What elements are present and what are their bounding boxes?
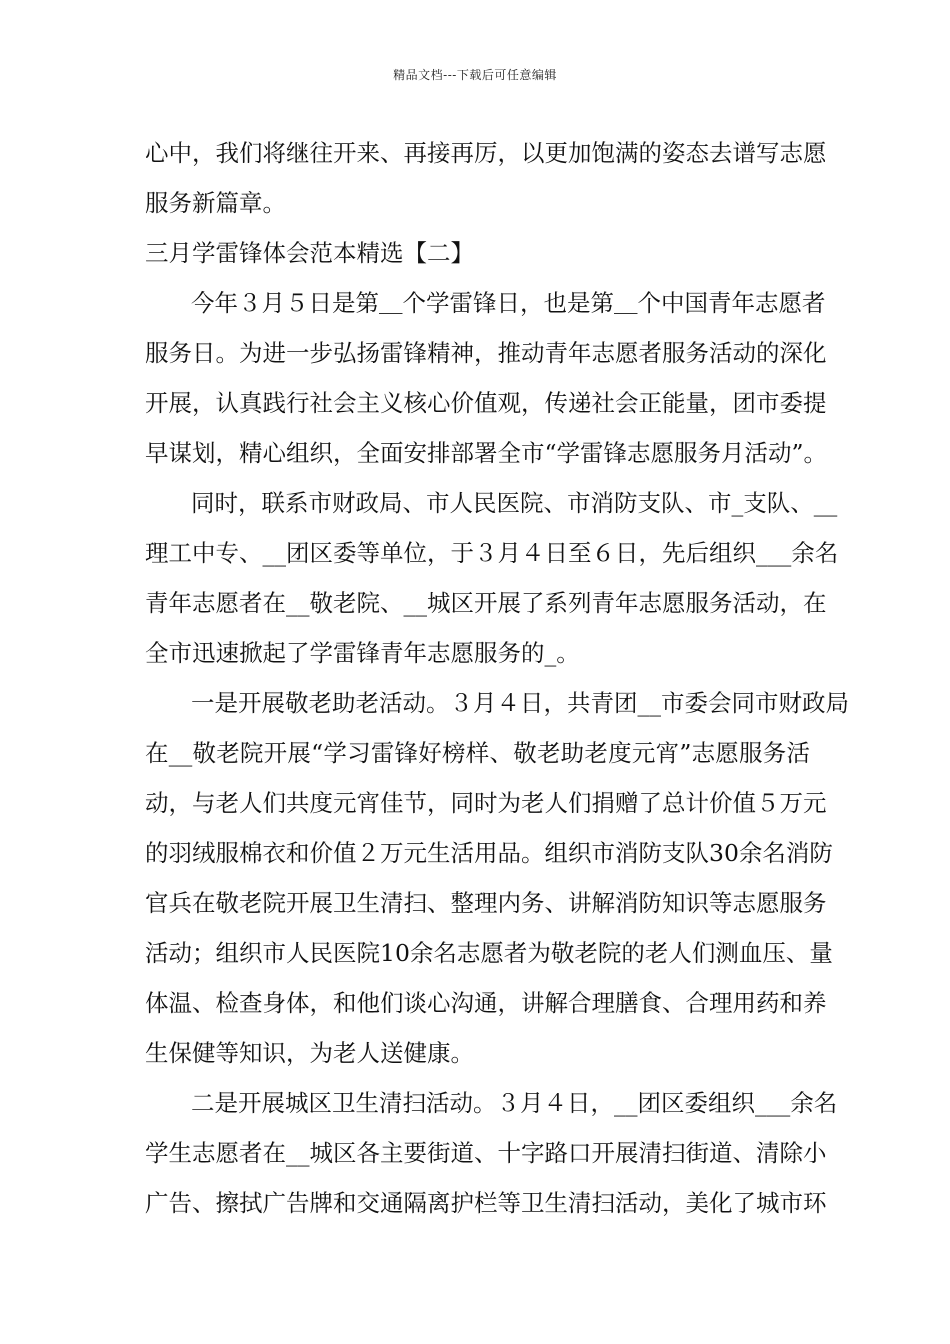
text-line: 理工中专、__团区委等单位，于３月４日至６日，先后组织___余名 — [145, 539, 839, 567]
text-line: 生保健等知识，为老人送健康。 — [145, 1039, 474, 1067]
page-header: 精品文档---下载后可任意编辑 — [393, 68, 557, 82]
text-line: 三月学雷锋体会范本精选【二】 — [145, 239, 474, 267]
text-line: 广告、擦拭广告牌和交通隔离护栏等卫生清扫活动，美化了城市环 — [145, 1189, 827, 1217]
text-line: 服务新篇章。 — [145, 189, 286, 217]
text-line: 二是开展城区卫生清扫活动。３月４日，__团区委组织___余名 — [191, 1089, 838, 1117]
text-line: 一是开展敬老助老活动。３月４日，共青团__市委会同市财政局 — [191, 689, 849, 717]
text-line: 开展，认真践行社会主义核心价值观，传递社会正能量，团市委提 — [145, 389, 827, 417]
document-body — [145, 128, 849, 1228]
text-line: 服务日。为进一步弘扬雷锋精神，推动青年志愿者服务活动的深化 — [145, 339, 827, 367]
text-line: 今年３月５日是第＿个学雷锋日，也是第＿个中国青年志愿者 — [191, 289, 826, 317]
text-line: 同时，联系市财政局、市人民医院、市消防支队、市_支队、__ — [191, 489, 838, 517]
text-line: 官兵在敬老院开展卫生清扫、整理内务、讲解消防知识等志愿服务 — [145, 889, 827, 917]
text-line: 全市迅速掀起了学雷锋青年志愿服务的_。 — [145, 639, 580, 667]
text-line: 动，与老人们共度元宵佳节，同时为老人们捐赠了总计价值５万元 — [145, 789, 827, 817]
text-line: 在__敬老院开展“学习雷锋好榜样、敬老助老度元宵”志愿服务活 — [145, 739, 810, 767]
text-line: 的羽绒服棉衣和价值２万元生活用品。组织市消防支队30余名消防 — [145, 839, 833, 867]
text-line: 心中，我们将继往开来、再接再厉，以更加饱满的姿态去谱写志愿 — [145, 139, 827, 167]
text-line: 学生志愿者在__城区各主要街道、十字路口开展清扫街道、清除小 — [145, 1139, 827, 1167]
text-line: 青年志愿者在__敬老院、__城区开展了系列青年志愿服务活动，在 — [145, 589, 827, 617]
text-line: 体温、检查身体，和他们谈心沟通，讲解合理膳食、合理用药和养 — [145, 989, 827, 1017]
text-line: 活动；组织市人民医院10余名志愿者为敬老院的老人们测血压、量 — [145, 939, 833, 967]
text-line: 早谋划，精心组织，全面安排部署全市“学雷锋志愿服务月活动”。 — [145, 439, 828, 467]
